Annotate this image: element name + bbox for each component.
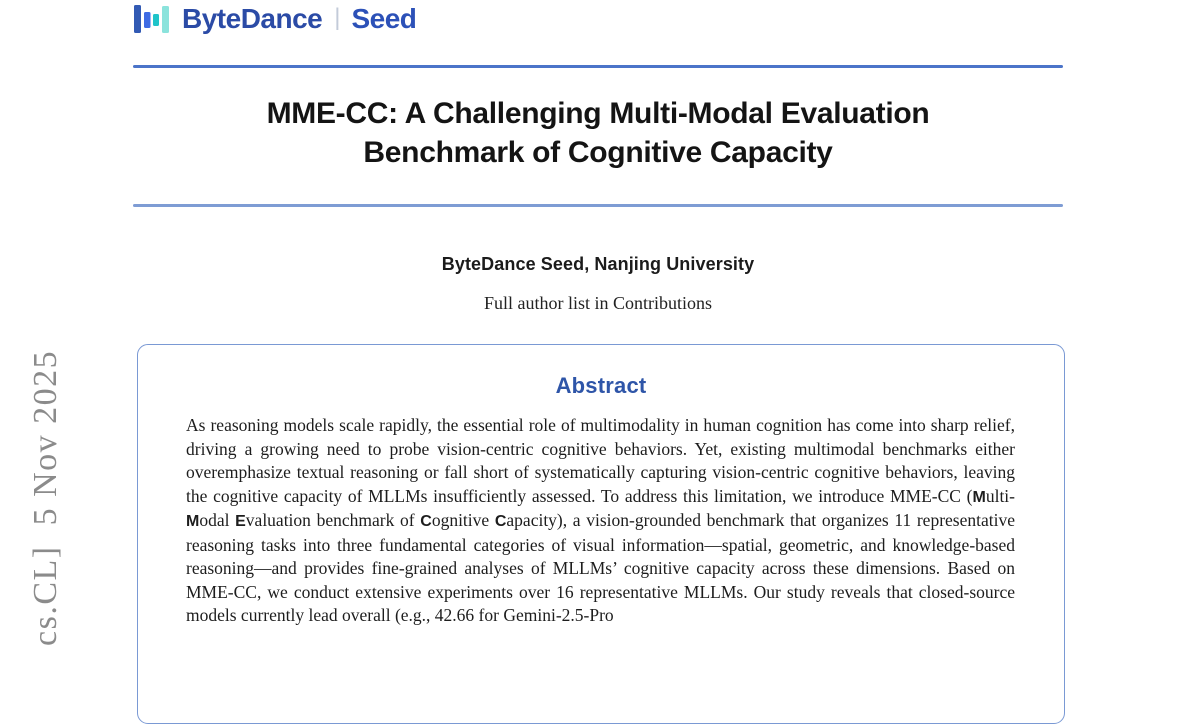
abstract-segment: As reasoning models scale rapidly, the essential role of multimodality in human cognition has come into sharp relief, driving a growing need to probe vision-centric cognitive behaviors. Yet, existing multimodal benchmarks either overemphasize textual reasoning or fall short of systematically capturing vision-centric cognitive behaviors, leaving the cognitive capacity of MLLMs insufficiently assessed. To address this limitation, we introduce MME-CC (	[186, 415, 1015, 506]
arxiv-stamp: cs.CL] 5 Nov 2025	[27, 349, 64, 646]
abstract-segment: apacity), a vision-grounded benchmark that organizes 11 representative reasoning tasks into three fundamental categories of visual information—spatial, geometric, and knowledge-based reasoning—and provides fine-grained analyses of MLLMs’ cognitive capacity across these dimensions. Based on MME-CC, we conduct extensive experiments over 16 representative MLLMs. Our study reveals that closed-source models currently lead overall (e.g., 42.66 for Gemini-2.5-Pro	[186, 510, 1015, 625]
abstract-heading: Abstract	[555, 373, 647, 398]
logo-brand-text: ByteDance	[182, 3, 323, 34]
abstract-box	[137, 344, 1065, 724]
abstract-bold-segment: C	[494, 513, 507, 530]
logo-product-text: Seed	[351, 3, 417, 34]
middle-rule	[133, 204, 1063, 207]
abstract-bold-segment: M	[972, 488, 986, 506]
abstract-segment: ulti-	[985, 485, 1015, 506]
author-affiliations: ByteDance Seed, Nanjing University	[441, 254, 755, 274]
abstract-segment: ognitive	[431, 510, 495, 530]
author-note: Full author list in Contributions	[483, 293, 712, 313]
paper-title	[133, 94, 1063, 172]
paper-title-line2: Benchmark of Cognitive Capacity	[363, 136, 833, 169]
paper-title-line1: MME-CC: A Challenging Multi-Modal Evaluation	[266, 97, 930, 130]
abstract-segment: odal	[199, 510, 236, 530]
top-rule	[133, 65, 1063, 68]
abstract-segment: valuation benchmark of	[245, 510, 421, 530]
bytedance-bars-icon	[133, 3, 173, 35]
logo-row	[133, 1, 416, 37]
abstract-bold-segment: M	[186, 513, 200, 530]
logo-divider: |	[334, 4, 341, 31]
abstract-paragraph	[186, 414, 1015, 628]
abstract-bold-segment: C	[420, 513, 432, 530]
abstract-bold-segment: E	[235, 513, 246, 530]
